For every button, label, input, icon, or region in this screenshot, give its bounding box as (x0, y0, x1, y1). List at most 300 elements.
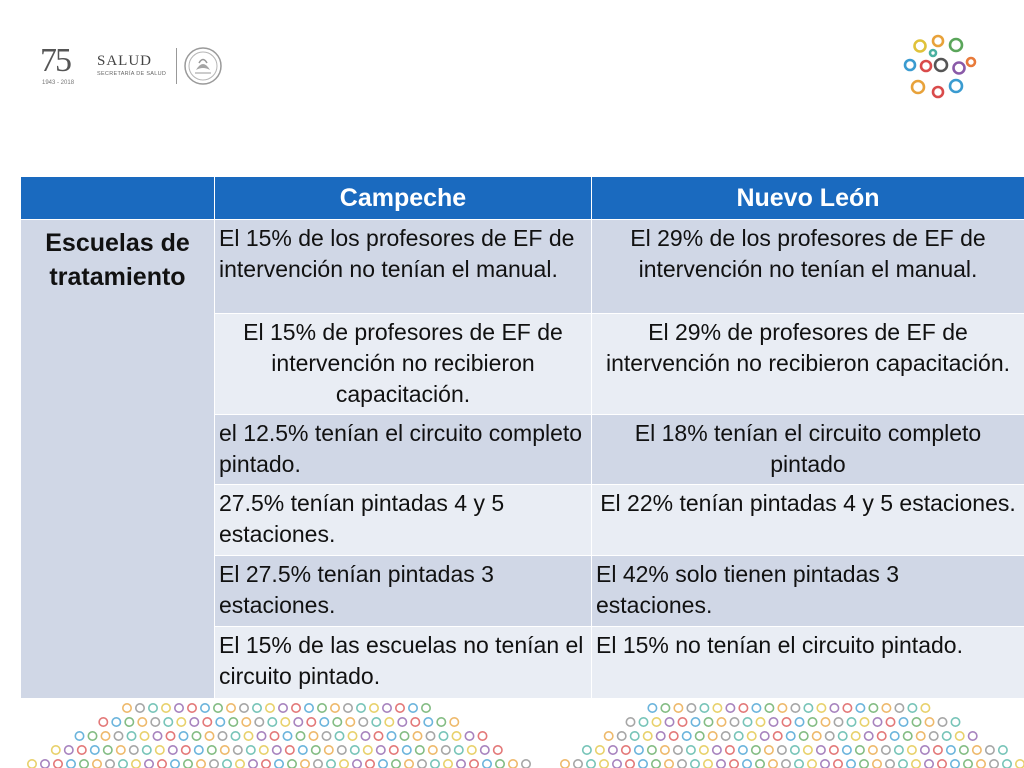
deco-ring (639, 760, 647, 768)
deco-ring (834, 760, 842, 768)
deco-ring (318, 704, 326, 712)
deco-ring (899, 760, 907, 768)
deco-ring (164, 718, 172, 726)
deco-ring (938, 718, 946, 726)
deco-ring (442, 746, 450, 754)
deco-ring (722, 732, 730, 740)
deco-ring (873, 760, 881, 768)
deco-ring (665, 718, 673, 726)
deco-ring (964, 760, 972, 768)
deco-ring (483, 760, 491, 768)
deco-ring (153, 732, 161, 740)
deco-ring (652, 760, 660, 768)
deco-ring (678, 760, 686, 768)
cell-campeche: El 15% de profesores de EF de intervención no recibieron capacitación. (215, 314, 592, 415)
deco-ring (904, 732, 912, 740)
deco-ring (169, 746, 177, 754)
comparison-table-wrapper (20, 176, 1024, 699)
header-empty (21, 177, 215, 220)
cell-nuevo-leon: El 42% solo tienen pintadas 3 estaciones. (592, 556, 1024, 627)
deco-ring (242, 718, 250, 726)
deco-ring (691, 760, 699, 768)
deco-ring (357, 704, 365, 712)
deco-ring (730, 718, 738, 726)
deco-ring (130, 746, 138, 754)
deco-ring (214, 704, 222, 712)
deco-ring (631, 732, 639, 740)
deco-ring (331, 704, 339, 712)
deco-ring (587, 760, 595, 768)
deco-ring (613, 760, 621, 768)
deco-ring (255, 718, 263, 726)
deco-ring (622, 746, 630, 754)
deco-ring (65, 746, 73, 754)
deco-ring (635, 746, 643, 754)
deco-ring (895, 746, 903, 754)
deco-ring (314, 760, 322, 768)
salud-logo (40, 40, 230, 92)
deco-ring (416, 746, 424, 754)
deco-ring (1003, 760, 1011, 768)
deco-ring (320, 718, 328, 726)
deco-ring (335, 732, 343, 740)
deco-ring (353, 760, 361, 768)
deco-ring (769, 718, 777, 726)
deco-ring (804, 746, 812, 754)
deco-ring (895, 704, 903, 712)
deco-ring (307, 718, 315, 726)
deco-ring (426, 732, 434, 740)
deco-ring (860, 760, 868, 768)
deco-ring (390, 746, 398, 754)
deco-ring (626, 760, 634, 768)
deco-ring (182, 746, 190, 754)
deco-ring (930, 732, 938, 740)
deco-ring (101, 732, 109, 740)
deco-ring (351, 746, 359, 754)
deco-ring (257, 732, 265, 740)
deco-ring (205, 732, 213, 740)
deco-ring (117, 746, 125, 754)
deco-ring (852, 732, 860, 740)
deco-ring (292, 704, 300, 712)
deco-ring (260, 746, 268, 754)
deco-ring (468, 746, 476, 754)
deco-ring (826, 732, 834, 740)
deco-ring (374, 732, 382, 740)
anniversary-number: 75 (40, 42, 70, 79)
deco-ring (377, 746, 385, 754)
deco-ring (830, 746, 838, 754)
deco-ring (739, 704, 747, 712)
deco-ring (370, 704, 378, 712)
deco-ring (921, 746, 929, 754)
deco-ring (804, 704, 812, 712)
deco-ring (925, 760, 933, 768)
deco-ring (956, 732, 964, 740)
deco-ring (294, 718, 302, 726)
deco-ring (743, 760, 751, 768)
deco-ring (348, 732, 356, 740)
deco-ring (986, 746, 994, 754)
deco-ring (795, 718, 803, 726)
row-header-escuelas: Escuelas de tratamiento (21, 220, 215, 699)
deco-ring (709, 732, 717, 740)
deco-ring (188, 704, 196, 712)
deco-ring (136, 704, 144, 712)
deco-ring (977, 760, 985, 768)
deco-ring (700, 704, 708, 712)
deco-ring (778, 704, 786, 712)
deco-ring (626, 718, 634, 726)
deco-ring (665, 760, 673, 768)
footer-decoration (0, 700, 1024, 768)
deco-ring (856, 746, 864, 754)
deco-ring (481, 746, 489, 754)
deco-ring (283, 732, 291, 740)
deco-ring (886, 760, 894, 768)
deco-ring (156, 746, 164, 754)
deco-ring (778, 746, 786, 754)
deco-ring (465, 732, 473, 740)
deco-ring (270, 732, 278, 740)
deco-ring (765, 704, 773, 712)
deco-ring (583, 746, 591, 754)
logo-divider (176, 48, 177, 84)
deco-ring (687, 746, 695, 754)
deco-ring (730, 760, 738, 768)
deco-ring (661, 704, 669, 712)
cell-campeche: El 27.5% tenían pintadas 3 estaciones. (215, 556, 592, 627)
deco-ring (821, 760, 829, 768)
deco-ring (327, 760, 335, 768)
deco-ring (769, 760, 777, 768)
deco-ring (455, 746, 463, 754)
brand-subtitle: SECRETARÍA DE SALUD (97, 71, 167, 77)
deco-ring (216, 718, 224, 726)
deco-ring (908, 746, 916, 754)
deco-ring (106, 760, 114, 768)
deco-ring (80, 760, 88, 768)
deco-ring (704, 760, 712, 768)
deco-ring (856, 704, 864, 712)
deco-ring (609, 746, 617, 754)
deco-ring (119, 760, 127, 768)
deco-ring (652, 718, 660, 726)
deco-ring (359, 718, 367, 726)
deco-ring (177, 718, 185, 726)
deco-ring (346, 718, 354, 726)
deco-ring (279, 704, 287, 712)
deco-ring (149, 704, 157, 712)
anniversary-years: 1943 - 2018 (42, 80, 75, 86)
deco-ring (509, 760, 517, 768)
deco-ring (813, 732, 821, 740)
deco-ring (752, 746, 760, 754)
deco-ring (869, 746, 877, 754)
deco-ring (704, 718, 712, 726)
deco-ring (726, 704, 734, 712)
deco-ring (437, 718, 445, 726)
deco-ring (951, 760, 959, 768)
deco-ring (795, 760, 803, 768)
deco-ring (145, 760, 153, 768)
deco-ring (253, 704, 261, 712)
deco-ring (236, 760, 244, 768)
deco-ring (262, 760, 270, 768)
deco-ring (296, 732, 304, 740)
deco-ring (687, 704, 695, 712)
deco-ring (912, 718, 920, 726)
deco-ring (364, 746, 372, 754)
deco-ring (644, 732, 652, 740)
deco-ring (383, 704, 391, 712)
deco-ring (847, 760, 855, 768)
deco-ring (450, 718, 458, 726)
deco-ring (309, 732, 317, 740)
deco-ring (756, 760, 764, 768)
deco-ring (372, 718, 380, 726)
deco-ring (561, 760, 569, 768)
deco-ring (396, 704, 404, 712)
deco-ring (787, 732, 795, 740)
deco-ring (268, 718, 276, 726)
deco-ring (717, 718, 725, 726)
deco-ring (470, 760, 478, 768)
deco-ring (765, 746, 773, 754)
deco-ring (817, 704, 825, 712)
deco-ring (424, 718, 432, 726)
deco-ring (999, 746, 1007, 754)
deco-ring (210, 760, 218, 768)
deco-ring (678, 718, 686, 726)
table-header-row (21, 177, 1024, 220)
deco-ring (817, 746, 825, 754)
deco-ring (431, 760, 439, 768)
deco-ring (969, 732, 977, 740)
deco-ring (713, 746, 721, 754)
deco-ring (54, 760, 62, 768)
deco-ring (231, 732, 239, 740)
deco-ring (782, 760, 790, 768)
deco-ring (398, 718, 406, 726)
deco-ring (990, 760, 998, 768)
deco-ring (748, 732, 756, 740)
deco-ring (333, 718, 341, 726)
deco-ring (478, 732, 486, 740)
deco-ring (908, 704, 916, 712)
deco-ring (123, 704, 131, 712)
deco-ring (860, 718, 868, 726)
deco-ring (301, 760, 309, 768)
deco-ring (91, 746, 99, 754)
deco-ring (713, 704, 721, 712)
deco-ring (275, 760, 283, 768)
deco-ring (869, 704, 877, 712)
deco-ring (973, 746, 981, 754)
deco-ring (843, 704, 851, 712)
deco-ring (938, 760, 946, 768)
deco-ring (834, 718, 842, 726)
deco-ring (190, 718, 198, 726)
deco-ring (439, 732, 447, 740)
deco-ring (726, 746, 734, 754)
deco-ring (873, 718, 881, 726)
deco-ring (821, 718, 829, 726)
deco-ring (761, 732, 769, 740)
deco-ring (921, 704, 929, 712)
deco-ring (735, 732, 743, 740)
deco-ring (717, 760, 725, 768)
deco-ring (400, 732, 408, 740)
deco-ring (392, 760, 400, 768)
header-campeche: Campeche (215, 177, 592, 220)
deco-ring (843, 746, 851, 754)
deco-ring (600, 760, 608, 768)
deco-ring (114, 732, 122, 740)
deco-ring (88, 732, 96, 740)
deco-ring (41, 760, 49, 768)
deco-ring (281, 718, 289, 726)
deco-ring (791, 746, 799, 754)
deco-ring (99, 718, 107, 726)
deco-ring (288, 760, 296, 768)
cell-nuevo-leon: El 18% tenían el circuito completo pintado (592, 415, 1024, 485)
deco-ring (175, 704, 183, 712)
deco-ring (192, 732, 200, 740)
deco-ring (743, 718, 751, 726)
table-row (21, 220, 1024, 314)
deco-ring (429, 746, 437, 754)
deco-ring (494, 746, 502, 754)
deco-ring (899, 718, 907, 726)
deco-ring (808, 718, 816, 726)
deco-ring (385, 718, 393, 726)
deco-ring (218, 732, 226, 740)
deco-ring (223, 760, 231, 768)
deco-ring (28, 760, 36, 768)
deco-ring (127, 732, 135, 740)
deco-ring (344, 704, 352, 712)
deco-ring (197, 760, 205, 768)
deco-ring (322, 732, 330, 740)
deco-ring (201, 704, 209, 712)
deco-ring (379, 760, 387, 768)
comparison-table (20, 176, 1024, 699)
deco-ring (93, 760, 101, 768)
deco-ring (112, 718, 120, 726)
deco-ring (639, 718, 647, 726)
colored-circles-logo-icon (900, 32, 980, 106)
header-nuevo-leon: Nuevo León (592, 177, 1024, 220)
deco-ring (162, 704, 170, 712)
deco-ring (886, 718, 894, 726)
deco-ring (756, 718, 764, 726)
deco-ring (674, 704, 682, 712)
deco-ring (882, 704, 890, 712)
deco-ring (674, 746, 682, 754)
deco-ring (166, 732, 174, 740)
deco-ring (78, 746, 86, 754)
deco-ring (739, 746, 747, 754)
deco-ring (403, 746, 411, 754)
deco-ring (648, 704, 656, 712)
deco-ring (158, 760, 166, 768)
deco-ring (934, 746, 942, 754)
deco-ring (240, 704, 248, 712)
deco-ring (891, 732, 899, 740)
deco-ring (865, 732, 873, 740)
deco-ring (605, 732, 613, 740)
deco-ring (67, 760, 75, 768)
deco-ring (878, 732, 886, 740)
deco-ring (691, 718, 699, 726)
cell-campeche: El 15% de las escuelas no tenían el circuito pintado. (215, 627, 592, 699)
deco-ring (830, 704, 838, 712)
deco-ring (340, 760, 348, 768)
deco-ring (299, 746, 307, 754)
deco-ring (700, 746, 708, 754)
deco-ring (151, 718, 159, 726)
cell-nuevo-leon: El 15% no tenían el circuito pintado. (592, 627, 1024, 699)
deco-ring (361, 732, 369, 740)
deco-ring (782, 718, 790, 726)
deco-ring (925, 718, 933, 726)
deco-ring (774, 732, 782, 740)
deco-ring (522, 760, 530, 768)
deco-ring (422, 704, 430, 712)
brand-name: SALUD (97, 53, 153, 69)
deco-ring (266, 704, 274, 712)
deco-ring (418, 760, 426, 768)
deco-ring (286, 746, 294, 754)
deco-ring (670, 732, 678, 740)
deco-ring (618, 732, 626, 740)
deco-ring (943, 732, 951, 740)
deco-ring (452, 732, 460, 740)
deco-ring (387, 732, 395, 740)
deco-ring (312, 746, 320, 754)
deco-ring (140, 732, 148, 740)
deco-ring (247, 746, 255, 754)
national-seal-icon (183, 46, 223, 86)
deco-ring (683, 732, 691, 740)
deco-ring (657, 732, 665, 740)
deco-ring (1016, 760, 1024, 768)
deco-ring (244, 732, 252, 740)
cell-campeche: El 15% de los profesores de EF de intervención no tenían el manual. (215, 220, 592, 314)
deco-ring (882, 746, 890, 754)
deco-ring (171, 760, 179, 768)
deco-ring (574, 760, 582, 768)
deco-ring (325, 746, 333, 754)
deco-ring (839, 732, 847, 740)
deco-ring (496, 760, 504, 768)
deco-ring (338, 746, 346, 754)
deco-ring (249, 760, 257, 768)
deco-ring (696, 732, 704, 740)
deco-ring (800, 732, 808, 740)
deco-ring (411, 718, 419, 726)
deco-ring (234, 746, 242, 754)
deco-ring (143, 746, 151, 754)
deco-ring (132, 760, 140, 768)
deco-ring (138, 718, 146, 726)
deco-ring (184, 760, 192, 768)
deco-ring (661, 746, 669, 754)
deco-ring (960, 746, 968, 754)
deco-ring (409, 704, 417, 712)
